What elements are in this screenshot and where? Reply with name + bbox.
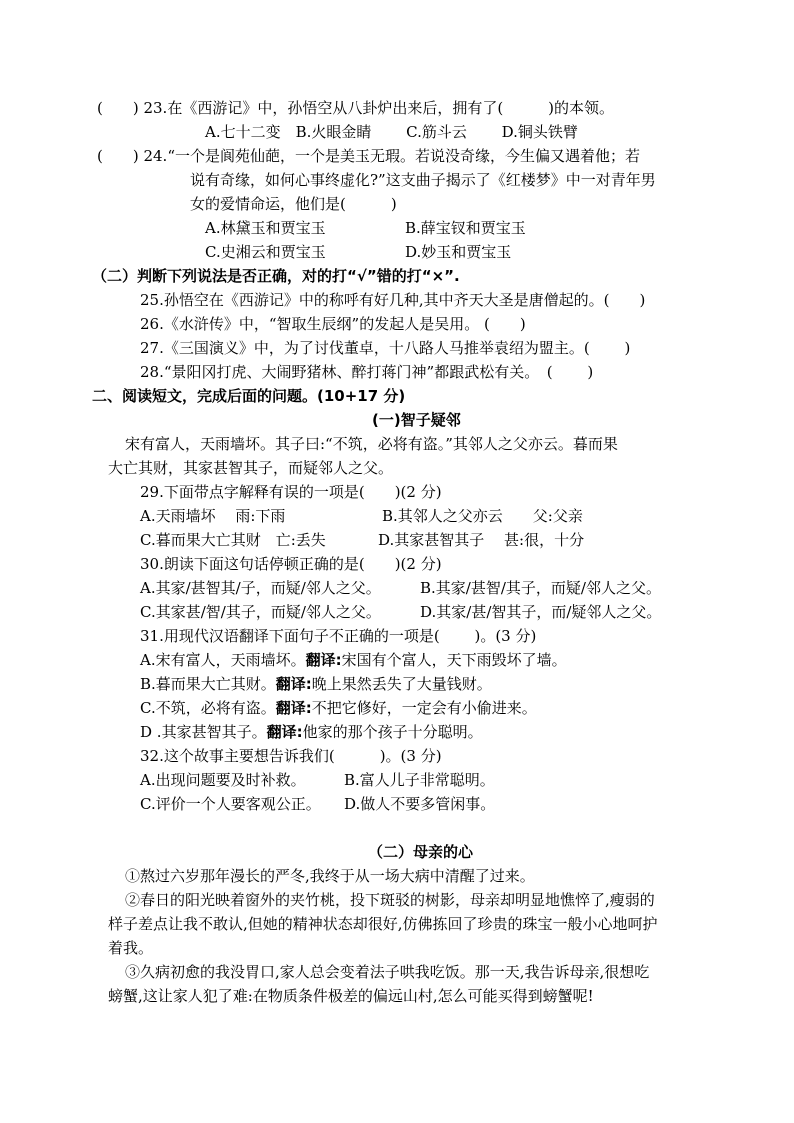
judge-item-27: 27.《三国演义》中，为了讨伐董卓，十八路人马推举袁绍为盟主。( ) xyxy=(140,339,631,357)
q31-option-a-sentence: A.宋有富人，天雨墙坏。 xyxy=(140,651,306,669)
q24-stem-line2: 说有奇缘，如何心事终虚化?”这支曲子揭示了《红楼梦》中一对青年男 xyxy=(190,171,656,189)
translation-label: 翻译: xyxy=(275,699,312,717)
q31-option-b-sentence: B.暮而果大亡其财。 xyxy=(140,675,276,693)
q24-option-a: A.林黛玉和贾宝玉 xyxy=(205,219,326,237)
q29-option-d: D.其家甚智其子 甚:很，十分 xyxy=(378,531,585,549)
judge-item-26: 26.《水浒传》中，“智取生辰纲”的发起人是吴用。 ( ) xyxy=(140,315,526,333)
q30-option-d: D.其家/甚/智其子，而/疑邻人之父。 xyxy=(420,603,662,621)
q32-option-b: B.富人儿子非常聪明。 xyxy=(344,771,495,789)
q24-stem-line1: ( ) 24.“一个是阆苑仙葩，一个是美玉无瑕。若说没奇缘，今生偏又遇着他；若 xyxy=(97,147,640,165)
passage2-paragraph2-line1: ②春日的阳光映着窗外的夹竹桃，投下斑驳的树影，母亲却明显地憔悴了,瘦弱的 xyxy=(125,891,655,909)
q24-option-d: D.妙玉和贾宝玉 xyxy=(405,243,512,261)
q30-option-c: C.其家甚/智/其子，而疑/邻人之父。 xyxy=(140,603,381,621)
q24-option-c: C.史湘云和贾宝玉 xyxy=(205,243,326,261)
q32-option-c: C.评价一个人要客观公正。 xyxy=(140,795,321,813)
q31-option-a-translation: 宋国有个富人，天下雨毁坏了墙。 xyxy=(341,651,567,669)
q31-option-a xyxy=(140,648,567,672)
q31-option-b-translation: 晚上果然丢失了大量钱财。 xyxy=(311,675,492,693)
q32-option-d: D.做人不要多管闲事。 xyxy=(344,795,496,813)
q31-option-c-translation: 不把它修好，一定会有小偷进来。 xyxy=(311,699,537,717)
q30-stem: 30.朗读下面这句话停顿正确的是( )(2 分) xyxy=(140,555,442,573)
translation-label: 翻译: xyxy=(266,723,303,741)
passage2-paragraph3-line1: ③久病初愈的我没胃口,家人总会变着法子哄我吃饭。那一天,我告诉母亲,很想吃 xyxy=(125,963,650,981)
q31-stem: 31.用现代汉语翻译下面句子不正确的一项是( )。(3 分) xyxy=(140,627,537,645)
translation-label: 翻译: xyxy=(275,675,312,693)
q29-stem: 29.下面带点字解释有误的一项是( )(2 分) xyxy=(140,483,442,501)
passage1-text-line1: 宋有富人，天雨墙坏。其子曰:“不筑，必将有盗。”其邻人之父亦云。暮而果 xyxy=(125,435,618,453)
judge-heading: （二）判断下列说法是否正确，对的打“√”错的打“×”. xyxy=(92,267,460,285)
q24-stem-line3: 女的爱情命运，他们是( ) xyxy=(190,195,397,213)
judge-item-25: 25.孙悟空在《西游记》中的称呼有好几种,其中齐天大圣是唐僧起的。( ) xyxy=(140,291,646,309)
translation-label: 翻译: xyxy=(305,651,342,669)
q23-stem: ( ) 23.在《西游记》中，孙悟空从八卦炉出来后，拥有了( )的本领。 xyxy=(97,99,615,117)
q31-option-d xyxy=(140,720,483,744)
q32-option-a: A.出现问题要及时补救。 xyxy=(140,771,306,789)
reading-heading: 二、阅读短文，完成后面的问题。(10+17 分) xyxy=(92,387,406,405)
q23-options: A.七十二变 B.火眼金睛 C.筋斗云 D.铜头铁臂 xyxy=(205,123,578,141)
q31-option-c-sentence: C.不筑，必将有盗。 xyxy=(140,699,276,717)
passage2-paragraph2-line3: 着我。 xyxy=(108,939,154,957)
passage2-title: （二）母亲的心 xyxy=(368,843,474,861)
passage1-title: (一)智子疑邻 xyxy=(372,411,461,429)
q31-option-c xyxy=(140,696,537,720)
q31-option-d-translation: 他家的那个孩子十分聪明。 xyxy=(302,723,483,741)
q30-option-b: B.其家/甚智/其子，而疑/邻人之父。 xyxy=(420,579,661,597)
q32-stem: 32.这个故事主要想告诉我们( )。(3 分) xyxy=(140,747,442,765)
q30-option-a: A.其家/甚智其/子，而疑/邻人之父。 xyxy=(140,579,381,597)
q31-option-b xyxy=(140,672,492,696)
q29-option-a: A.天雨墙坏 雨:下雨 xyxy=(140,507,286,525)
passage1-text-line2: 大亡其财，其家甚智其子，而疑邻人之父。 xyxy=(108,459,394,477)
q29-option-c: C.暮而果大亡其财 亡:丢失 xyxy=(140,531,326,549)
q31-option-d-sentence: D .其家甚智其子。 xyxy=(140,723,267,741)
passage2-paragraph3-line2: 螃蟹,这让家人犯了难:在物质条件极差的偏远山村,怎么可能买得到螃蟹呢! xyxy=(108,987,594,1005)
judge-item-28: 28.“景阳冈打虎、大闹野猪林、醉打蒋门神”都跟武松有关。 ( ) xyxy=(140,363,594,381)
q24-option-b: B.薛宝钗和贾宝玉 xyxy=(405,219,526,237)
passage2-paragraph1: ①熬过六岁那年漫长的严冬,我终于从一场大病中清醒了过来。 xyxy=(125,867,535,885)
passage2-paragraph2-line2: 样子差点让我不敢认,但她的精神状态却很好,仿佛拣回了珍贵的珠宝一般小心地呵护 xyxy=(108,915,658,933)
q29-option-b: B.其邻人之父亦云 父:父亲 xyxy=(382,507,583,525)
